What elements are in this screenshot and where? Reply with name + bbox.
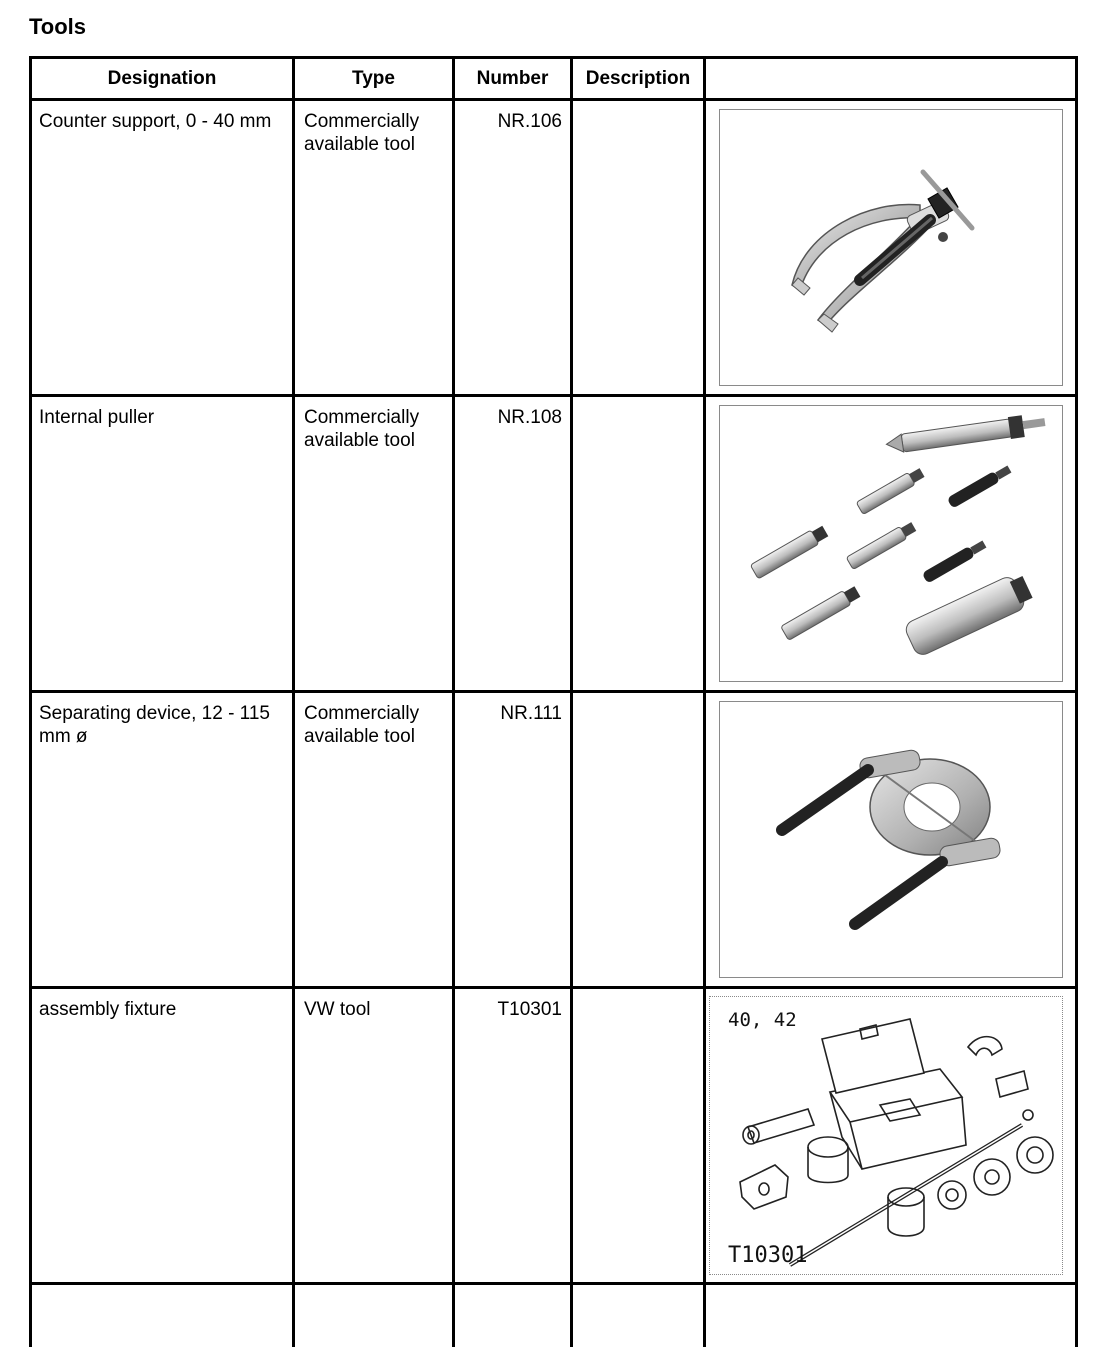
row-number: NR.108: [497, 407, 562, 428]
header-designation: Designation: [107, 68, 217, 89]
table-rule: [29, 986, 1078, 989]
tools-table: [29, 56, 1078, 1347]
row-designation: assembly fixture: [39, 999, 177, 1020]
header-description: Description: [585, 68, 691, 89]
table-rule: [29, 690, 1078, 693]
table-rule: [703, 56, 706, 1347]
table-rule: [1075, 56, 1078, 1347]
table-rule: [29, 56, 1078, 59]
table-rule: [570, 56, 573, 1347]
row-number: NR.111: [500, 703, 562, 724]
table-rule: [29, 1282, 1078, 1285]
separating-device-image: [719, 701, 1063, 978]
row-type: VW tool: [304, 999, 371, 1020]
image-callout-label: 40, 42: [728, 1009, 797, 1031]
header-number: Number: [476, 68, 549, 89]
two-arm-puller-image: [719, 109, 1063, 386]
table-rule: [29, 56, 32, 1347]
row-type: Commercially available tool: [304, 111, 420, 155]
row-type: Commercially available tool: [304, 703, 420, 747]
image-part-number-label: T10301: [728, 1243, 808, 1268]
table-rule: [452, 56, 455, 1347]
page-title: Tools: [29, 14, 87, 39]
table-rule: [29, 394, 1078, 397]
internal-puller-set-image: [719, 405, 1063, 682]
row-number: T10301: [497, 999, 562, 1020]
table-rule: [292, 56, 295, 1347]
row-designation: Internal puller: [39, 407, 155, 428]
row-type: Commercially available tool: [304, 407, 420, 451]
row-number: NR.106: [497, 111, 562, 132]
row-designation: Counter support, 0 - 40 mm: [39, 111, 272, 132]
table-rule: [29, 98, 1078, 101]
header-type: Type: [352, 68, 395, 89]
row-designation: Separating device, 12 - 115 mm ø: [39, 703, 270, 747]
assembly-fixture-kit-image: [709, 996, 1063, 1275]
